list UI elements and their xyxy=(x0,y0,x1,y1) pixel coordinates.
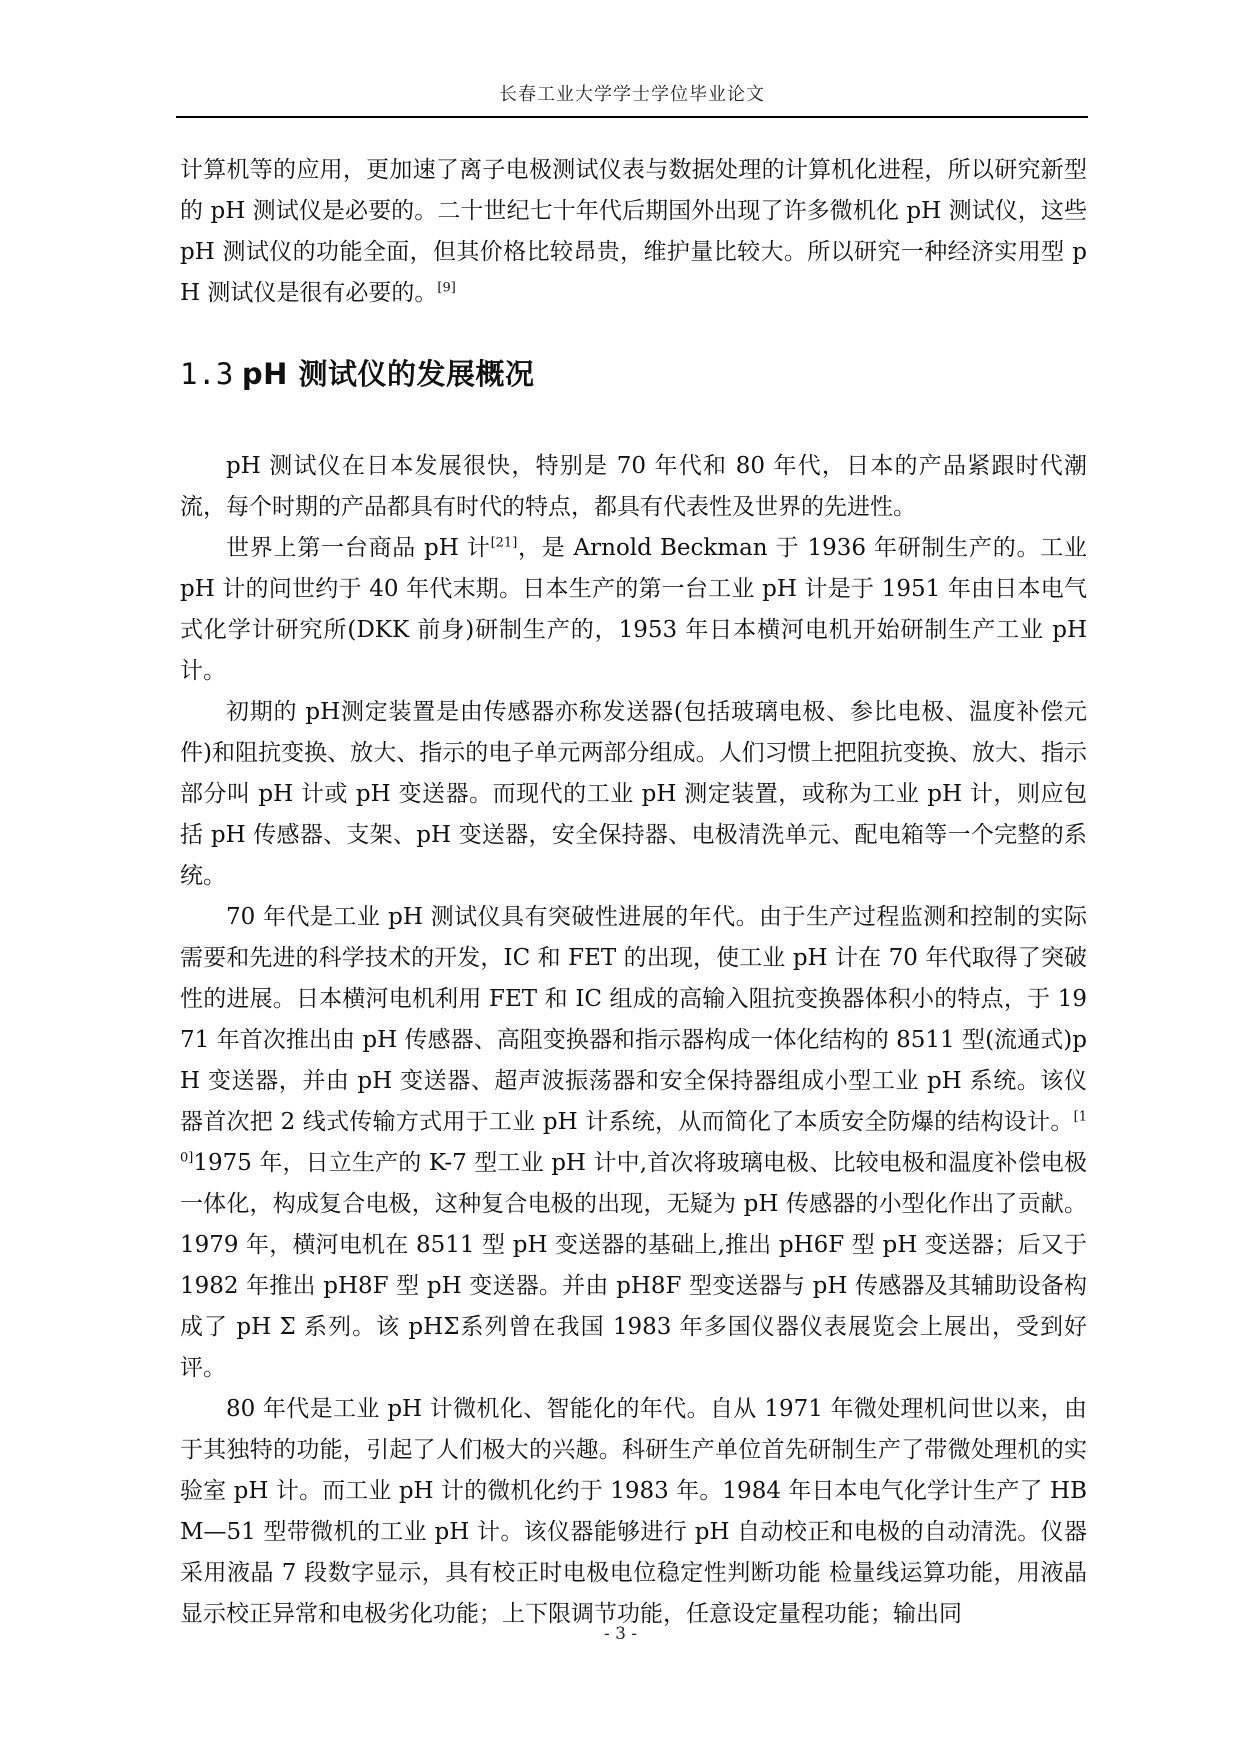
section-number: 1.3 xyxy=(180,357,234,391)
page-content xyxy=(180,150,1087,1635)
paragraph-1: pH 测试仪在日本发展很快，特别是 70 年代和 80 年代，日本的产品紧跟时代潮流，每个时期的产品都具有时代的特点，都具有代表性及世界的先进性。 xyxy=(180,453,1087,520)
paragraph-2-text-a: 世界上第一台商品 pH 计 xyxy=(226,535,491,561)
paragraph-4 xyxy=(180,897,1087,1389)
citation-21: [21] xyxy=(490,535,518,551)
intro-text: 计算机等的应用，更加速了离子电极测试仪表与数据处理的计算机化进程，所以研究新型的 pH 测试仪是必要的。二十世纪七十年代后期国外出现了许多微机化 pH 测试仪，这些 pH 测试仪的功能全面，但其价格比较昂贵，维护量比较大。所以研究一种经济实用型 pH 测试仪是很有必要的。 xyxy=(180,157,1087,306)
page-header xyxy=(176,80,1088,118)
paragraph-3: 初期的 pH测定装置是由传感器亦称发送器(包括玻璃电极、参比电极、温度补偿元件)和阻抗变换、放大、指示的电子单元两部分组成。人们习惯上把阻抗变换、放大、指示部分叫 pH 计或 pH 变送器。而现代的工业 pH 测定装置，或称为工业 pH 计，则应包括 pH 传感器、支架、pH 变送器，安全保持器、电极清洗单元、配电箱等一个完整的系统。 xyxy=(180,699,1087,889)
section-title: pH 测试仪的发展概况 xyxy=(241,357,535,391)
citation-9: [9] xyxy=(437,280,456,296)
intro-paragraph xyxy=(180,150,1087,314)
paragraph-4-text-a: 70 年代是工业 pH 测试仪具有突破性进展的年代。由于生产过程监测和控制的实际需要和先进的科学技术的开发，IC 和 FET 的出现，使工业 pH 计在 70 年代取得了突破性的进展。日本横河电机利用 FET 和 IC 组成的高输入阻抗变换器体积小的特点，于 1971 年首次推出由 pH 传感器、高阻变换器和指示器构成一体化结构的 8511 型(流通式)pH 变送器，并由 pH 变送器、超声波振荡器和安全保持器组成小型工业 pH 系统。该仪器首次把 2 线式传输方式用于工业 pH 计系统，从而简化了本质安全防爆的结构设计。 xyxy=(180,904,1087,1135)
page-number: - 3 - xyxy=(603,1624,638,1644)
paragraph-2 xyxy=(180,528,1087,692)
section-heading xyxy=(180,352,1087,396)
paragraph-4-text-b: 1975 年，日立生产的 K-7 型工业 pH 计中,首次将玻璃电极、比较电极和温度补偿电极一体化，构成复合电极，这种复合电极的出现，无疑为 pH 传感器的小型化作出了贡献。1979 年，横河电机在 8511 型 pH 变送器的基础上,推出 pH6F 型 pH 变送器；后又于 1982 年推出 pH8F 型 pH 变送器。并由 pH8F 型变送器与 pH 传感器及其辅助设备构成了 pH Σ 系列。该 pHΣ系列曾在我国 1983 年多国仪器仪表展览会上展出，受到好评。 xyxy=(180,1150,1087,1381)
thesis-title: 长春工业大学学士学位毕业论文 xyxy=(499,84,765,105)
paragraph-5: 80 年代是工业 pH 计微机化、智能化的年代。自从 1971 年微处理机问世以来，由于其独特的功能，引起了人们极大的兴趣。科研生产单位首先研制生产了带微处理机的实验室 pH 计。而工业 pH 计的微机化约于 1983 年。1984 年日本电气化学计生产了 HBM—51 型带微机的工业 pH 计。该仪器能够进行 pH 自动校正和电极的自动清洗。仪器采用液晶 7 段数字显示，具有校正时电极电位稳定性判断功能 检量线运算功能，用液晶显示校正异常和电极劣化功能；上下限调节功能，任意设定量程功能；输出同 xyxy=(180,1396,1087,1627)
paragraph-2-text-b: ，是 Arnold Beckman 于 1936 年研制生产的。工业 pH 计的问世约于 40 年代末期。日本生产的第一台工业 pH 计是于 1951 年由日本电气式化学计研究所(DKK 前身)研制生产的，1953 年日本横河电机开始研制生产工业 pH 计。 xyxy=(180,535,1087,684)
citation-10: [10] xyxy=(180,1109,1087,1166)
